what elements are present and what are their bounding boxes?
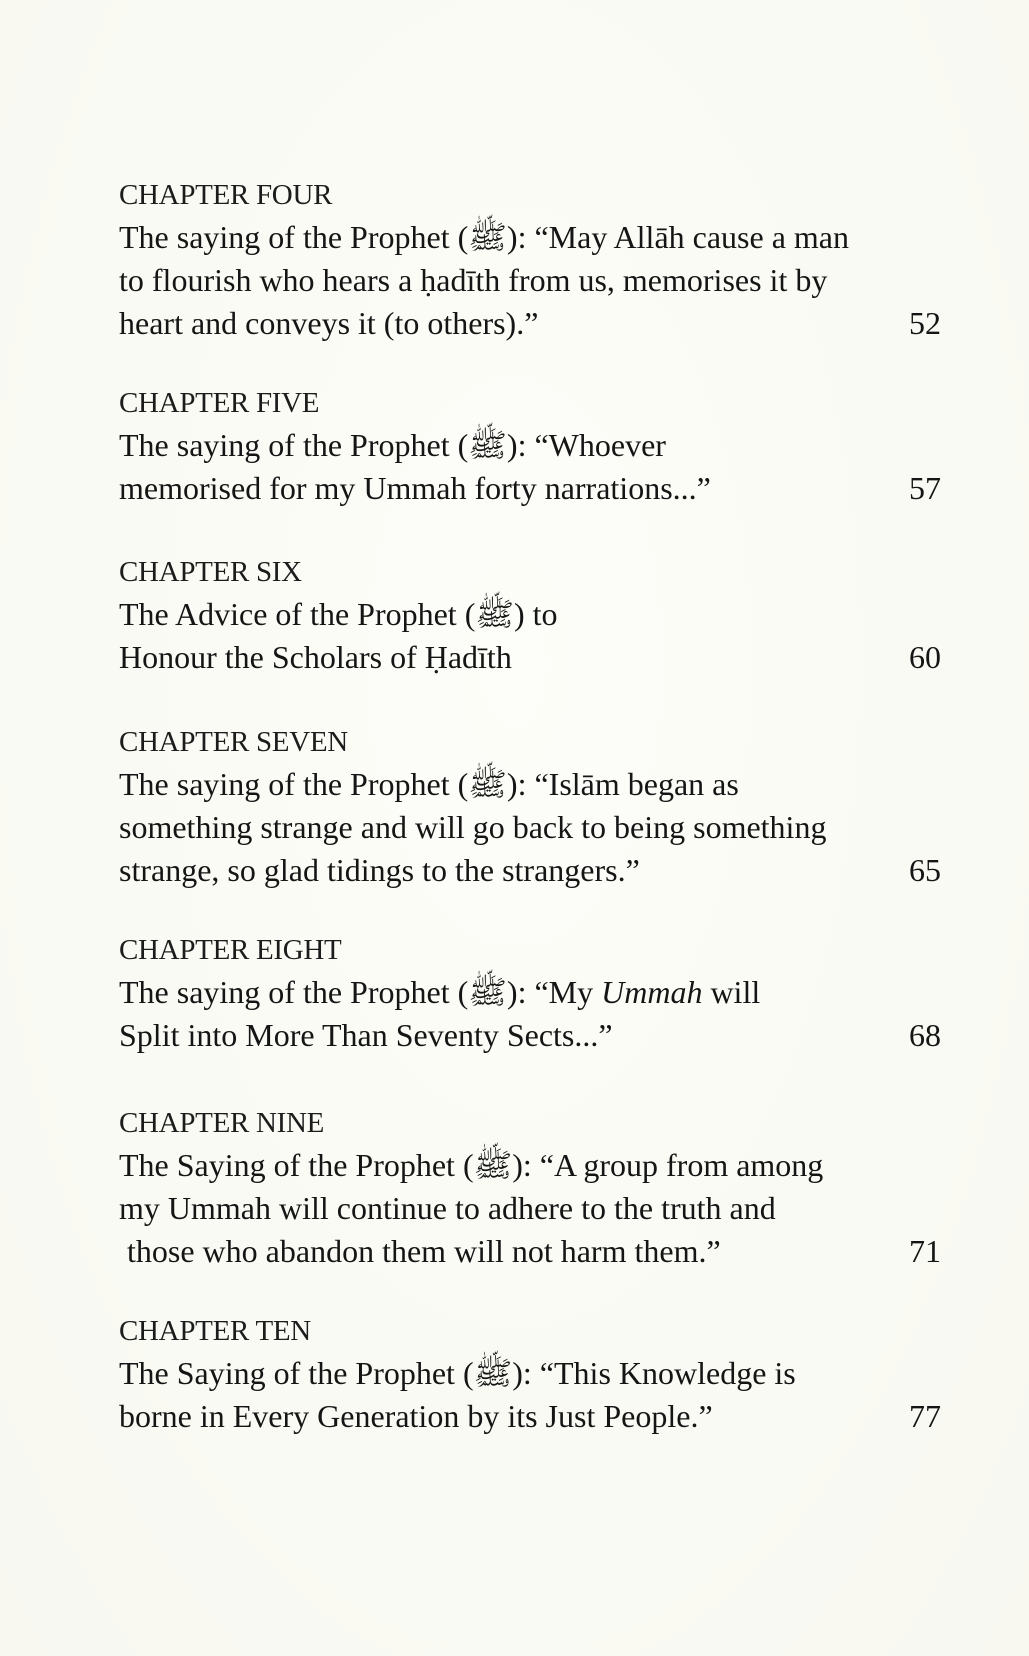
page-number: 65 — [909, 852, 941, 888]
entry-line-last — [119, 849, 939, 892]
entry-line-text: The saying of the Prophet (ﷺ): “My — [119, 974, 594, 1010]
entry-line: to flourish who hears a ḥadīth from us, memorises it by — [119, 262, 828, 298]
entry-line-last — [119, 1014, 939, 1057]
page-number: 60 — [909, 639, 941, 675]
entry-line: my Ummah will continue to adhere to the truth and — [119, 1190, 776, 1226]
page-number: 68 — [909, 1017, 941, 1053]
chapter-heading: CHAPTER SIX — [119, 556, 302, 588]
ummah-italic-term: Ummah — [601, 974, 703, 1010]
page-number: 52 — [909, 305, 941, 341]
entry-line-last — [119, 1395, 939, 1438]
entry-line-last — [119, 1230, 939, 1273]
entry-line: The saying of the Prophet (ﷺ): “Whoever — [119, 427, 666, 463]
toc-entry-chapter-ten — [119, 1310, 939, 1438]
entry-line: The Saying of the Prophet (ﷺ): “A group from among — [119, 1147, 824, 1183]
entry-line: The Saying of the Prophet (ﷺ): “This Knowledge is — [119, 1355, 796, 1391]
chapter-heading: CHAPTER TEN — [119, 1315, 311, 1347]
entry-line-text: strange, so glad tidings to the strangers.” — [119, 852, 640, 888]
chapter-heading: CHAPTER FIVE — [119, 387, 320, 419]
chapter-heading: CHAPTER SEVEN — [119, 726, 348, 758]
toc-entry-chapter-four — [119, 174, 939, 345]
entry-line-text: those who abandon them will not harm them.” — [127, 1233, 721, 1269]
entry-line-last — [119, 302, 939, 345]
entry-line: The saying of the Prophet (ﷺ): “May Allāh cause a man — [119, 219, 849, 255]
entry-line-text: borne in Every Generation by its Just People.” — [119, 1398, 713, 1434]
toc-entry-chapter-six — [119, 551, 939, 679]
chapter-heading: CHAPTER FOUR — [119, 179, 333, 211]
entry-line-last — [119, 467, 939, 510]
entry-line — [119, 971, 939, 1014]
page-number: 71 — [909, 1233, 941, 1269]
toc-entry-chapter-seven — [119, 721, 939, 892]
chapter-heading: CHAPTER NINE — [119, 1107, 325, 1139]
entry-line: something strange and will go back to being something — [119, 809, 827, 845]
page-number: 77 — [909, 1398, 941, 1434]
entry-line: The Advice of the Prophet (ﷺ) to — [119, 596, 558, 632]
toc-entry-chapter-five — [119, 382, 939, 510]
entry-line: The saying of the Prophet (ﷺ): “Islām began as — [119, 766, 739, 802]
chapter-heading: CHAPTER EIGHT — [119, 934, 342, 966]
entry-line-text: will — [710, 974, 761, 1010]
entry-line-text: Split into More Than Seventy Sects...” — [119, 1017, 613, 1053]
entry-line-text: memorised for my Ummah forty narrations...” — [119, 470, 711, 506]
toc-entry-chapter-nine — [119, 1102, 939, 1273]
toc-entry-chapter-eight — [119, 929, 939, 1057]
entry-line-text: Honour the Scholars of Ḥadīth — [119, 639, 512, 675]
entry-line-last — [119, 636, 939, 679]
entry-line-text: heart and conveys it (to others).” — [119, 305, 539, 341]
page-number: 57 — [909, 470, 941, 506]
